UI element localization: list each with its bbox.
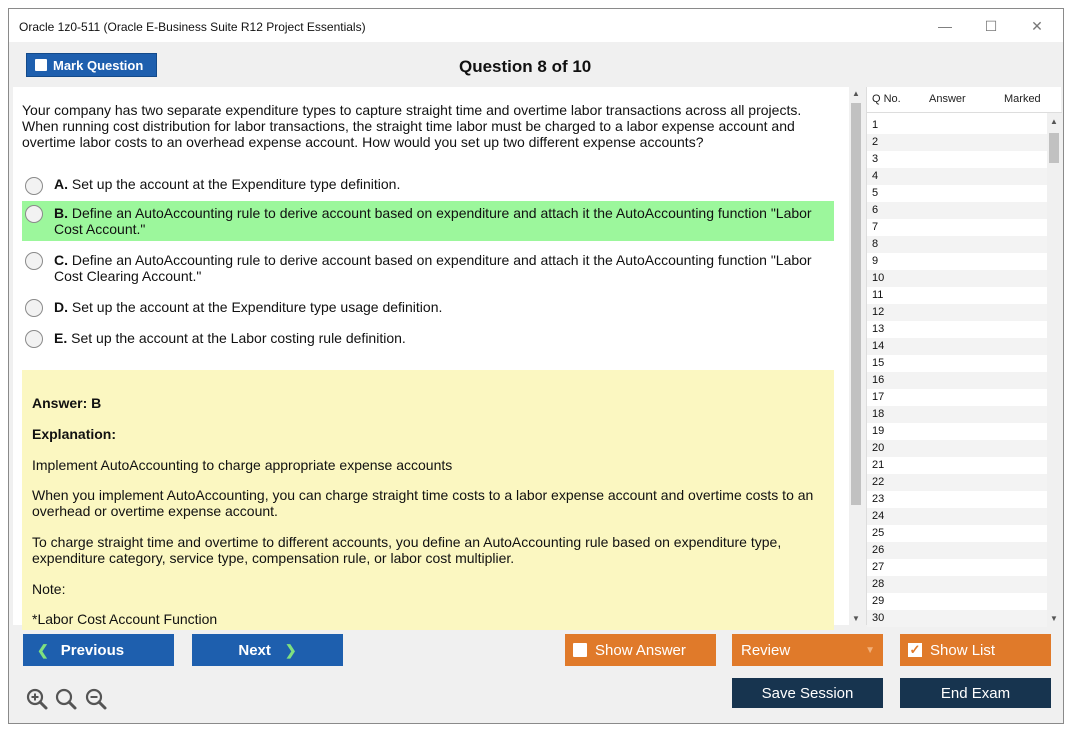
question-list-row[interactable]: 29	[872, 595, 885, 607]
option-letter: B.	[54, 205, 68, 221]
question-list-panel	[866, 87, 1061, 625]
radio-icon[interactable]	[25, 177, 43, 195]
question-list-row[interactable]: 13	[872, 323, 885, 335]
question-list-row[interactable]: 3	[872, 153, 879, 165]
answer-line: Answer: B	[32, 395, 102, 411]
question-list-row[interactable]: 15	[872, 357, 885, 369]
scroll-down-icon[interactable]: ▼	[1050, 614, 1058, 623]
window-title: Oracle 1z0-511 (Oracle E-Business Suite R12 Project Essentials)	[19, 20, 366, 34]
save-session-button[interactable]: Save Session	[732, 678, 883, 708]
question-list-scrollbar[interactable]	[1047, 113, 1061, 625]
question-list-row[interactable]: 22	[867, 474, 1047, 491]
question-list-row[interactable]: 26	[867, 542, 1047, 559]
option-letter: A.	[54, 176, 68, 192]
option-text: Set up the account at the Labor costing rule definition.	[71, 330, 406, 346]
scrollbar-thumb[interactable]	[1049, 133, 1059, 163]
mark-checkbox-icon	[35, 59, 47, 71]
option-d[interactable]	[22, 295, 834, 317]
chevron-right-icon: ❯	[284, 641, 297, 658]
zoom-reset-icon[interactable]	[55, 688, 77, 710]
question-list-row[interactable]: 18	[867, 406, 1047, 423]
answer-explanation-box	[22, 370, 834, 630]
question-list-row[interactable]: 20	[867, 440, 1047, 457]
previous-button[interactable]	[23, 634, 174, 666]
qlist-header-no: Q No.	[872, 93, 901, 105]
question-list-row[interactable]: 24	[867, 508, 1047, 525]
question-scrollbar[interactable]	[849, 87, 863, 625]
question-list-row[interactable]: 12	[867, 304, 1047, 321]
option-text: Set up the account at the Expenditure type definition.	[71, 176, 401, 192]
question-list-row[interactable]: 16	[867, 372, 1047, 389]
option-c[interactable]	[22, 248, 834, 288]
mark-question-button[interactable]	[26, 53, 157, 77]
question-list-row[interactable]: 8	[867, 236, 1047, 253]
question-list-row[interactable]: 23	[872, 493, 885, 505]
next-label: Next	[238, 641, 271, 659]
question-list-row[interactable]: 27	[872, 561, 885, 573]
title-bar	[9, 9, 1063, 42]
question-list-row[interactable]: 6	[867, 202, 1047, 219]
option-e[interactable]	[22, 326, 834, 348]
scroll-up-icon[interactable]: ▲	[1050, 117, 1058, 126]
question-list-row[interactable]: 25	[872, 527, 885, 539]
scroll-up-icon[interactable]: ▲	[852, 89, 860, 98]
question-counter: Question 8 of 10	[459, 57, 592, 76]
question-list-row[interactable]: 21	[872, 459, 885, 471]
question-list-row[interactable]: 1	[872, 119, 879, 131]
next-button[interactable]	[192, 634, 343, 666]
question-list-row[interactable]: 28	[867, 576, 1047, 593]
question-list-row[interactable]: 10	[867, 270, 1047, 287]
qlist-header-divider	[867, 112, 1062, 113]
question-list	[867, 117, 1047, 627]
show-list-label: Show List	[930, 641, 996, 659]
zoom-in-icon[interactable]	[26, 688, 48, 710]
show-answer-checkbox-icon[interactable]	[573, 643, 587, 657]
scrollbar-thumb[interactable]	[851, 103, 861, 505]
question-list-row[interactable]: 4	[867, 168, 1047, 185]
radio-icon[interactable]	[25, 330, 43, 348]
mark-question-label: Mark Question	[53, 57, 144, 73]
review-dropdown[interactable]	[732, 634, 883, 666]
radio-icon[interactable]	[25, 299, 43, 317]
end-exam-button[interactable]: End Exam	[900, 678, 1051, 708]
explanation-paragraph: Implement AutoAccounting to charge appropriate expense accounts	[32, 457, 453, 473]
question-list-row[interactable]: 17	[872, 391, 885, 403]
radio-icon[interactable]	[25, 205, 43, 223]
question-list-row[interactable]: 11	[872, 289, 884, 301]
question-list-row[interactable]: 30	[867, 610, 1047, 627]
option-b[interactable]	[22, 201, 834, 241]
radio-icon[interactable]	[25, 252, 43, 270]
question-panel	[13, 87, 859, 625]
explanation-paragraph: To charge straight time and overtime to different accounts, you define an AutoAccounting rule based on expenditure type, expenditure category, service type, compensation rule, or labor cost multiplier.	[32, 534, 782, 566]
question-list-row[interactable]: 9	[872, 255, 879, 267]
explanation-paragraph: *Labor Cost Account Function	[32, 611, 218, 627]
app-window	[8, 8, 1064, 724]
zoom-out-icon[interactable]	[85, 688, 107, 710]
option-letter: D.	[54, 299, 68, 315]
question-list-row[interactable]: 19	[872, 425, 885, 437]
option-text: Set up the account at the Expenditure type usage definition.	[71, 299, 443, 315]
option-letter: C.	[54, 252, 68, 268]
explanation-paragraph: When you implement AutoAccounting, you can charge straight time costs to a labor expense account and overtime costs to an overhead or overtime expense account.	[32, 487, 814, 519]
chevron-left-icon: ❮	[37, 641, 49, 658]
question-list-row[interactable]: 5	[872, 187, 879, 199]
review-label: Review	[741, 641, 791, 659]
previous-label: Previous	[60, 641, 125, 659]
maximize-button[interactable]: ☐	[984, 18, 998, 34]
qlist-header-marked: Marked	[1004, 93, 1041, 105]
close-button[interactable]: ✕	[1031, 18, 1043, 34]
option-a[interactable]	[22, 173, 834, 195]
show-answer-button[interactable]	[565, 634, 716, 666]
explanation-heading: Explanation:	[32, 426, 117, 442]
show-answer-label: Show Answer	[595, 641, 686, 659]
option-text: Define an AutoAccounting rule to derive account based on expenditure and attach it the AutoAccounting function "Labor Cost Clearing Account."	[54, 252, 812, 284]
option-text: Define an AutoAccounting rule to derive account based on expenditure and attach it the AutoAccounting function "Labor Cost Account."	[54, 205, 812, 237]
chevron-down-icon: ▼	[865, 644, 875, 656]
show-list-checkbox-icon[interactable]: ✓	[909, 642, 921, 657]
question-list-row[interactable]: 14	[867, 338, 1047, 355]
minimize-button[interactable]: —	[938, 18, 952, 34]
question-list-row[interactable]: 2	[867, 134, 1047, 151]
option-letter: E.	[54, 330, 68, 346]
qlist-header-answer: Answer	[929, 93, 966, 105]
scroll-down-icon[interactable]: ▼	[852, 614, 860, 623]
question-list-row[interactable]: 7	[872, 221, 879, 233]
show-list-button[interactable]	[900, 634, 1051, 666]
explanation-paragraph: Note:	[32, 581, 66, 597]
question-text: Your company has two separate expenditure types to capture straight time and overtime labor transactions across all projects. When running cost distribution for labor transactions, the straight time labor must be charged to a labor expense account and overtime labor costs to an overhead expense account. How would you set up two different expense accounts?	[22, 102, 802, 150]
